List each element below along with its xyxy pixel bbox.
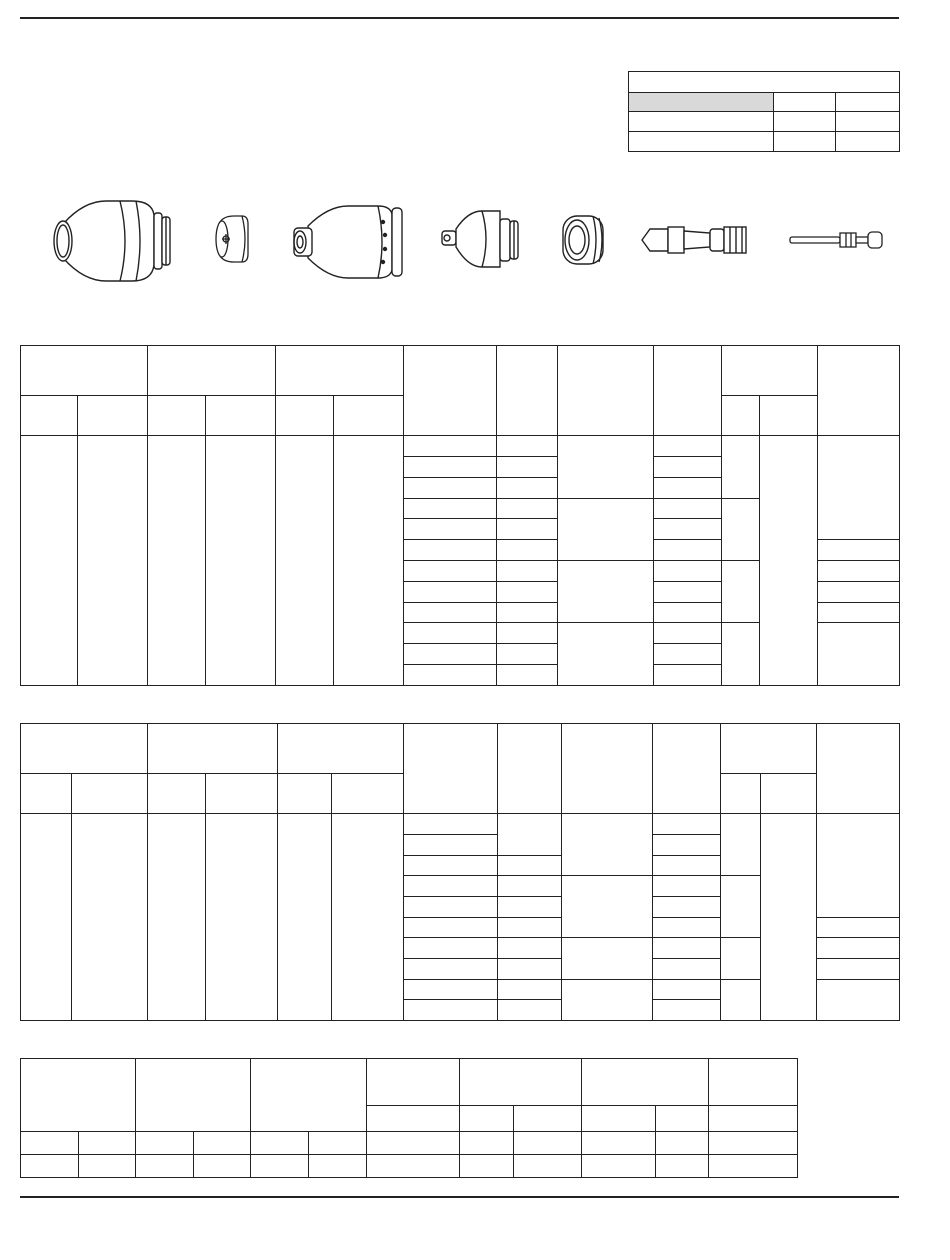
table-header-cell [21,724,148,774]
legend-cell [774,132,836,152]
table-body-cell [582,1132,656,1155]
table-body-cell [721,876,761,938]
table-body-cell [21,436,78,686]
table-body-cell [498,897,562,918]
table-body-cell [818,540,900,561]
table-body-cell [514,1155,582,1178]
table-header-cell [497,346,558,436]
table-header-cell [404,724,498,814]
table-header-cell [582,1059,709,1106]
legend-title [629,72,900,93]
footer-rule [20,1196,899,1198]
table-body-cell [21,814,72,1021]
table-body-cell [404,582,497,603]
table-subheader-cell [722,396,760,436]
table-body-cell [498,938,562,959]
table-header-cell [21,346,148,396]
table-body-cell [404,938,498,959]
table-body-cell [194,1155,251,1178]
consumable-parts-row [20,190,900,300]
table-body-cell [818,623,900,686]
table-body-cell [562,876,653,938]
table-body-cell [404,665,497,686]
table-body-cell [818,582,900,603]
table-body-cell [817,938,900,959]
table-body-cell [558,436,654,499]
table-header-cell [148,724,278,774]
table-body-cell [653,1000,721,1021]
table-body-cell [498,918,562,938]
table-body-cell [404,519,497,540]
table-body-cell [654,499,722,519]
table-body-cell [654,457,722,478]
table-body-cell [309,1155,367,1178]
table-body-cell [562,980,653,1021]
table-body-cell [404,644,497,665]
table-body-cell [206,814,278,1021]
table-body-cell [460,1155,514,1178]
table-body-cell [497,540,558,561]
table-body-cell [206,436,276,686]
table-subheader-cell [334,396,404,436]
table-header-cell [276,346,404,396]
table-body-cell [404,980,498,1000]
table-body-cell [653,980,721,1000]
nozzle-icon [438,205,538,275]
table-body-cell [722,623,760,686]
table-body-cell [722,499,760,561]
legend-cell [836,93,900,112]
parts-table-3 [20,1058,798,1178]
table-body-cell [497,603,558,623]
table-body-cell [654,540,722,561]
table-body-cell [654,623,722,644]
table-body-cell [194,1132,251,1155]
table-body-cell [497,457,558,478]
table-body-cell [653,959,721,980]
table-body-cell [404,835,498,856]
table-body-cell [653,897,721,918]
table-body-cell [309,1132,367,1155]
table-body-cell [498,959,562,980]
table-body-cell [498,980,562,1000]
table-body-cell [721,938,761,980]
table-body-cell [817,814,900,918]
table-body-cell [498,856,562,876]
table-header-cell [722,346,818,396]
table-body-cell [497,478,558,499]
table-body-cell [817,918,900,938]
water-tube-icon [788,228,888,252]
legend-table [628,71,900,152]
table-body-cell [404,1000,498,1021]
table-body-cell [21,1155,79,1178]
table-body-cell [334,436,404,686]
swirl-ring-icon [555,210,615,270]
table-subheader-cell [332,774,404,814]
table-subheader-cell [206,396,276,436]
table-subheader-cell [460,1106,514,1132]
table-body-cell [709,1132,798,1155]
table-body-cell [404,876,498,897]
table-body-cell [562,938,653,980]
deflector-icon [210,212,260,267]
table-body-cell [656,1132,709,1155]
table-subheader-cell [21,396,78,436]
table-body-cell [404,478,497,499]
table-header-cell [148,346,276,396]
table-body-cell [654,561,722,582]
table-body-cell [367,1132,460,1155]
table-subheader-cell [709,1106,798,1132]
table-body-cell [656,1155,709,1178]
table-body-cell [404,436,497,457]
table-body-cell [722,436,760,499]
parts-table-1 [20,345,900,686]
table-body-cell [332,814,404,1021]
table-body-cell [818,603,900,623]
table-subheader-cell [760,396,818,436]
table-body-cell [497,561,558,582]
table-body-cell [818,561,900,582]
table-body-cell [404,814,498,835]
table-body-cell [653,918,721,938]
table-subheader-cell [761,774,817,814]
legend-cell [774,112,836,132]
table-body-cell [404,918,498,938]
table-body-cell [276,436,334,686]
table-body-cell [21,1132,79,1155]
table-header-cell [653,724,721,814]
table-header-cell [136,1059,251,1132]
table-body-cell [817,980,900,1021]
table-header-cell [818,346,900,436]
table-body-cell [404,540,497,561]
table-body-cell [497,644,558,665]
table-body-cell [654,603,722,623]
table-header-cell [721,724,817,774]
table-header-cell [404,346,497,436]
legend-cell [836,112,900,132]
table-body-cell [498,1000,562,1021]
legend-cell [629,132,774,152]
table-subheader-cell [206,774,278,814]
table-subheader-cell [514,1106,582,1132]
table-header-cell [654,346,722,436]
table-header-cell [709,1059,798,1106]
table-body-cell [721,980,761,1021]
table-body-cell [497,519,558,540]
electrode-icon [638,215,758,265]
table-body-cell [761,814,817,1021]
table-body-cell [722,561,760,623]
table-body-cell [497,436,558,457]
table-body-cell [460,1132,514,1155]
table-subheader-cell [72,774,148,814]
table-body-cell [404,897,498,918]
table-body-cell [251,1132,309,1155]
table-body-cell [653,835,721,856]
table-subheader-cell [721,774,761,814]
table-body-cell [654,582,722,603]
table-body-cell [404,499,497,519]
table-header-cell [562,724,653,814]
table-body-cell [79,1132,136,1155]
table-body-cell [654,478,722,499]
legend-cell [836,132,900,152]
table-body-cell [404,856,498,876]
table-body-cell [721,814,761,876]
table-subheader-cell [656,1106,709,1132]
table-body-cell [562,814,653,876]
header-rule [20,17,899,19]
table-body-cell [251,1155,309,1178]
table-subheader-cell [21,774,72,814]
legend-cell [629,112,774,132]
table-body-cell [760,436,818,686]
table-subheader-cell [148,774,206,814]
table-body-cell [514,1132,582,1155]
table-body-cell [818,436,900,540]
table-body-cell [498,814,562,856]
table-subheader-cell [276,396,334,436]
table-header-cell [817,724,900,814]
table-body-cell [497,582,558,603]
table-header-cell [558,346,654,436]
table-body-cell [404,457,497,478]
table-header-cell [460,1059,582,1106]
table-body-cell [654,436,722,457]
legend-cell [629,93,774,112]
table-subheader-cell [78,396,148,436]
table-body-cell [654,519,722,540]
table-body-cell [653,856,721,876]
shield-icon [40,195,180,285]
table-body-cell [558,561,654,623]
table-body-cell [72,814,148,1021]
retaining-cap-icon [288,202,418,282]
table-body-cell [817,959,900,980]
table-body-cell [79,1155,136,1178]
table-subheader-cell [278,774,332,814]
table-header-cell [278,724,404,774]
table-body-cell [653,938,721,959]
table-body-cell [497,499,558,519]
table-body-cell [78,436,148,686]
table-body-cell [148,814,206,1021]
table-body-cell [404,561,497,582]
table-header-cell [251,1059,367,1132]
table-header-cell [21,1059,136,1132]
table-subheader-cell [148,396,206,436]
legend-cell [774,93,836,112]
table-body-cell [404,623,497,644]
table-body-cell [148,436,206,686]
table-body-cell [497,665,558,686]
table-header-cell [367,1059,460,1106]
table-subheader-cell [582,1106,656,1132]
table-body-cell [498,876,562,897]
parts-table-2 [20,723,900,1021]
table-body-cell [278,814,332,1021]
table-body-cell [709,1155,798,1178]
table-body-cell [654,644,722,665]
table-body-cell [582,1155,656,1178]
table-body-cell [404,959,498,980]
table-body-cell [653,814,721,835]
table-header-cell [498,724,562,814]
table-body-cell [404,603,497,623]
table-body-cell [136,1132,194,1155]
table-body-cell [136,1155,194,1178]
table-body-cell [653,876,721,897]
table-body-cell [654,665,722,686]
table-subheader-cell [367,1106,460,1132]
table-body-cell [497,623,558,644]
table-body-cell [558,499,654,561]
table-body-cell [558,623,654,686]
table-body-cell [367,1155,460,1178]
